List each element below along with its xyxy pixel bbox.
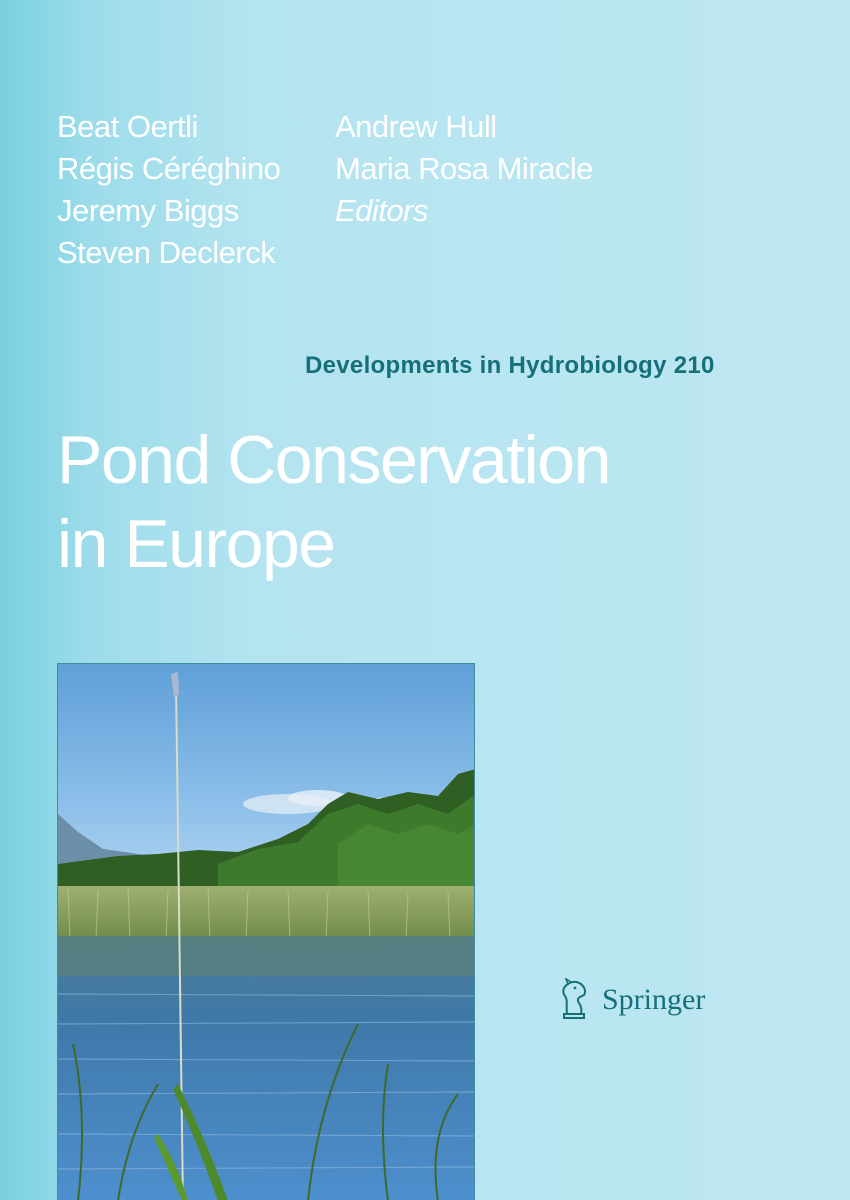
publisher-name: Springer bbox=[602, 983, 706, 1016]
editor-name: Jeremy Biggs bbox=[57, 193, 239, 228]
editor-name: Régis Céréghino bbox=[57, 151, 281, 186]
cover-photo-pond bbox=[57, 663, 475, 1200]
book-title-line-1: Pond Conservation bbox=[57, 422, 610, 498]
series-title: Developments in Hydrobiology 210 bbox=[305, 352, 715, 379]
editors-role-label: Editors bbox=[335, 193, 428, 228]
publisher-logo bbox=[556, 978, 705, 1022]
editor-name: Steven Declerck bbox=[57, 235, 276, 270]
book-title-line-2: in Europe bbox=[57, 506, 335, 582]
knight-horse-icon bbox=[556, 978, 592, 1022]
editor-name: Maria Rosa Miracle bbox=[335, 151, 594, 186]
editor-name: Andrew Hull bbox=[335, 109, 497, 144]
editor-name: Beat Oertli bbox=[57, 109, 198, 144]
pond-landscape-image bbox=[58, 664, 475, 1200]
